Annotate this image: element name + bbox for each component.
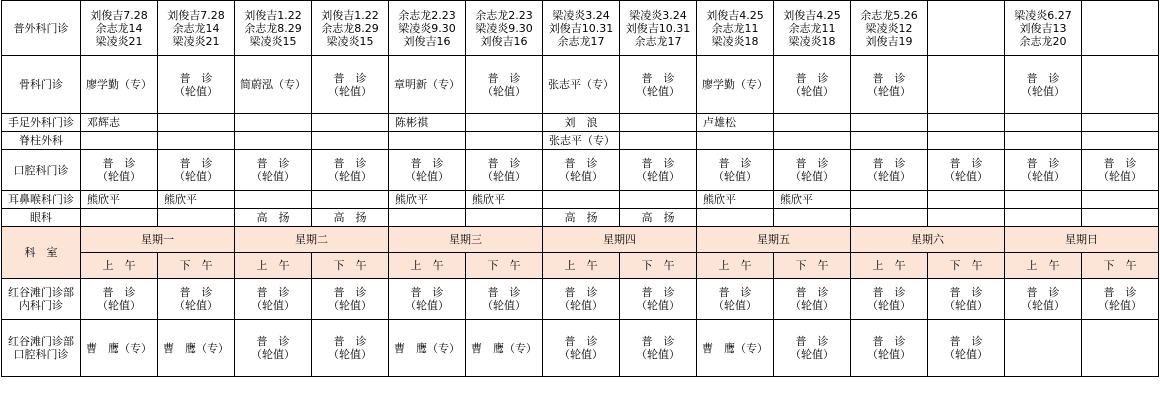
schedule-cell: 普 诊 （轮值）	[312, 320, 389, 377]
schedule-cell	[158, 132, 235, 150]
schedule-cell	[620, 132, 697, 150]
clinic-schedule-table	[1, 0, 1159, 377]
schedule-cell: 刘俊吉7.28 余志龙14 梁凌炎21	[81, 1, 158, 56]
afternoon-header: 下 午	[466, 253, 543, 279]
schedule-cell: 普 诊 （轮值）	[158, 279, 235, 320]
schedule-cell: 普 诊 （轮值）	[851, 56, 928, 114]
header-rows	[2, 227, 1159, 279]
dept-label: 眼科	[2, 209, 81, 227]
schedule-cell: 普 诊 （轮值）	[928, 150, 1005, 191]
schedule-cell: 刘俊吉1.22 余志龙8.29 梁凌炎15	[235, 1, 312, 56]
schedule-cell: 张志平（专）	[543, 132, 620, 150]
row-neike	[2, 279, 1159, 320]
schedule-cell: 普 诊 （轮值）	[235, 279, 312, 320]
schedule-cell	[928, 56, 1005, 114]
schedule-cell: 刘俊吉7.28 余志龙14 梁凌炎21	[158, 1, 235, 56]
schedule-cell	[1082, 209, 1159, 227]
schedule-cell: 普 诊 （轮值）	[81, 279, 158, 320]
schedule-cell: 高 扬	[312, 209, 389, 227]
schedule-cell: 普 诊 （轮值）	[774, 150, 851, 191]
row-guke	[2, 56, 1159, 114]
schedule-cell: 刘俊吉4.25 余志龙11 梁凌炎18	[697, 1, 774, 56]
schedule-cell: 普 诊 （轮值）	[158, 56, 235, 114]
day-header: 星期五	[697, 227, 851, 253]
schedule-cell: 普 诊 （轮值）	[1005, 56, 1082, 114]
morning-header: 上 午	[81, 253, 158, 279]
afternoon-header: 下 午	[928, 253, 1005, 279]
room-header: 科 室	[2, 227, 81, 279]
schedule-cell	[81, 132, 158, 150]
schedule-cell: 张志平（专）	[543, 56, 620, 114]
day-header: 星期六	[851, 227, 1005, 253]
schedule-cell	[235, 191, 312, 209]
schedule-cell	[851, 132, 928, 150]
schedule-cell	[1005, 132, 1082, 150]
schedule-cell: 普 诊 （轮值）	[928, 320, 1005, 377]
dept-label: 手足外科门诊	[2, 114, 81, 132]
schedule-cell	[1082, 56, 1159, 114]
schedule-cell	[1082, 1, 1159, 56]
row-yanke	[2, 209, 1159, 227]
header-days-row	[2, 227, 1159, 253]
schedule-cell: 陈彬祺	[389, 114, 466, 132]
schedule-cell: 刘 浪	[543, 114, 620, 132]
schedule-cell: 普 诊 （轮值）	[312, 150, 389, 191]
schedule-cell: 普 诊 （轮值）	[1005, 279, 1082, 320]
schedule-cell	[312, 191, 389, 209]
schedule-cell	[928, 191, 1005, 209]
schedule-cell: 普 诊 （轮值）	[81, 150, 158, 191]
morning-header: 上 午	[389, 253, 466, 279]
dept-label: 红谷滩门诊部 口腔科门诊	[2, 320, 81, 377]
schedule-cell: 余志龙2.23 梁凌炎9.30 刘俊吉16	[466, 1, 543, 56]
header-ampm-row	[2, 253, 1159, 279]
schedule-cell	[81, 209, 158, 227]
schedule-cell: 普 诊 （轮值）	[312, 279, 389, 320]
schedule-cell: 高 扬	[235, 209, 312, 227]
schedule-cell	[158, 209, 235, 227]
afternoon-header: 下 午	[620, 253, 697, 279]
schedule-cell: 普 诊 （轮值）	[697, 150, 774, 191]
schedule-cell: 普 诊 （轮值）	[697, 279, 774, 320]
schedule-cell: 廖学勤（专）	[81, 56, 158, 114]
schedule-cell: 普 诊 （轮值）	[774, 320, 851, 377]
day-header: 星期一	[81, 227, 235, 253]
schedule-cell	[1005, 114, 1082, 132]
row-shouzu	[2, 114, 1159, 132]
schedule-cell	[158, 114, 235, 132]
schedule-cell: 高 扬	[543, 209, 620, 227]
schedule-cell	[851, 209, 928, 227]
schedule-cell	[389, 209, 466, 227]
schedule-cell: 曹 鹰（专）	[158, 320, 235, 377]
upper-rows	[2, 1, 1159, 227]
schedule-cell	[466, 132, 543, 150]
schedule-cell	[312, 114, 389, 132]
schedule-cell: 简蔚泓（专）	[235, 56, 312, 114]
schedule-cell	[851, 114, 928, 132]
schedule-cell: 熊欣平	[697, 191, 774, 209]
schedule-cell: 普 诊 （轮值）	[466, 150, 543, 191]
schedule-cell	[1005, 209, 1082, 227]
schedule-cell	[235, 114, 312, 132]
schedule-cell: 曹 鹰（专）	[81, 320, 158, 377]
schedule-cell: 卢雄松	[697, 114, 774, 132]
schedule-cell: 普 诊 （轮值）	[620, 150, 697, 191]
schedule-cell: 普 诊 （轮值）	[620, 320, 697, 377]
schedule-cell: 普 诊 （轮值）	[543, 279, 620, 320]
schedule-cell: 普 诊 （轮值）	[1082, 150, 1159, 191]
schedule-cell: 熊欣平	[81, 191, 158, 209]
row-kouqiang	[2, 150, 1159, 191]
dept-label: 脊柱外科	[2, 132, 81, 150]
schedule-cell: 刘俊吉1.22 余志龙8.29 梁凌炎15	[312, 1, 389, 56]
schedule-cell	[697, 132, 774, 150]
schedule-cell	[928, 1, 1005, 56]
schedule-cell: 梁凌炎3.24 刘俊吉10.31 余志龙17	[620, 1, 697, 56]
schedule-cell	[389, 132, 466, 150]
schedule-cell	[312, 132, 389, 150]
schedule-cell	[620, 114, 697, 132]
schedule-cell: 普 诊 （轮值）	[1005, 150, 1082, 191]
schedule-cell: 普 诊 （轮值）	[543, 320, 620, 377]
schedule-cell: 普 诊 （轮值）	[466, 279, 543, 320]
schedule-cell	[466, 114, 543, 132]
schedule-cell: 普 诊 （轮值）	[851, 150, 928, 191]
schedule-cell	[1005, 191, 1082, 209]
schedule-cell: 廖学勤（专）	[697, 56, 774, 114]
afternoon-header: 下 午	[158, 253, 235, 279]
afternoon-header: 下 午	[774, 253, 851, 279]
schedule-cell: 刘俊吉4.25 余志龙11 梁凌炎18	[774, 1, 851, 56]
schedule-cell: 熊欣平	[774, 191, 851, 209]
schedule-cell	[928, 114, 1005, 132]
lower-rows	[2, 279, 1159, 377]
dept-label: 骨科门诊	[2, 56, 81, 114]
afternoon-header: 下 午	[312, 253, 389, 279]
row-puwaike	[2, 1, 1159, 56]
schedule-cell: 普 诊 （轮值）	[235, 150, 312, 191]
row-erbihou	[2, 191, 1159, 209]
dept-label: 口腔科门诊	[2, 150, 81, 191]
schedule-cell: 梁凌炎6.27 刘俊吉13 余志龙20	[1005, 1, 1082, 56]
schedule-cell: 普 诊 （轮值）	[774, 279, 851, 320]
morning-header: 上 午	[697, 253, 774, 279]
schedule-cell: 章明新（专）	[389, 56, 466, 114]
schedule-cell: 普 诊 （轮值）	[1082, 279, 1159, 320]
morning-header: 上 午	[235, 253, 312, 279]
schedule-cell	[235, 132, 312, 150]
schedule-cell: 余志龙2.23 梁凌炎9.30 刘俊吉16	[389, 1, 466, 56]
row-kouqiang2	[2, 320, 1159, 377]
schedule-cell: 普 诊 （轮值）	[235, 320, 312, 377]
schedule-cell	[1082, 114, 1159, 132]
day-header: 星期四	[543, 227, 697, 253]
dept-label: 普外科门诊	[2, 1, 81, 56]
schedule-cell: 余志龙5.26 梁凌炎12 刘俊吉19	[851, 1, 928, 56]
dept-label: 耳鼻喉科门诊	[2, 191, 81, 209]
schedule-cell: 普 诊 （轮值）	[620, 279, 697, 320]
schedule-cell: 曹 鹰（专）	[697, 320, 774, 377]
schedule-cell	[928, 132, 1005, 150]
schedule-cell: 普 诊 （轮值）	[389, 279, 466, 320]
schedule-cell: 普 诊 （轮值）	[389, 150, 466, 191]
schedule-cell: 邓辉志	[81, 114, 158, 132]
schedule-cell: 曹 鹰（专）	[466, 320, 543, 377]
afternoon-header: 下 午	[1082, 253, 1159, 279]
schedule-cell	[774, 209, 851, 227]
schedule-cell: 梁凌炎3.24 刘俊吉10.31 余志龙17	[543, 1, 620, 56]
schedule-cell: 熊欣平	[466, 191, 543, 209]
schedule-cell	[774, 114, 851, 132]
schedule-cell: 高 扬	[620, 209, 697, 227]
schedule-cell: 普 诊 （轮值）	[312, 56, 389, 114]
schedule-cell	[620, 191, 697, 209]
schedule-cell	[543, 191, 620, 209]
schedule-cell: 普 诊 （轮值）	[543, 150, 620, 191]
schedule-cell: 普 诊 （轮值）	[158, 150, 235, 191]
schedule-cell: 普 诊 （轮值）	[774, 56, 851, 114]
schedule-cell	[851, 191, 928, 209]
schedule-cell	[1005, 320, 1082, 377]
schedule-cell	[697, 209, 774, 227]
schedule-cell: 熊欣平	[158, 191, 235, 209]
morning-header: 上 午	[851, 253, 928, 279]
schedule-cell: 熊欣平	[389, 191, 466, 209]
schedule-cell	[928, 209, 1005, 227]
schedule-cell: 普 诊 （轮值）	[466, 56, 543, 114]
day-header: 星期二	[235, 227, 389, 253]
schedule-cell: 普 诊 （轮值）	[620, 56, 697, 114]
morning-header: 上 午	[1005, 253, 1082, 279]
schedule-cell	[774, 132, 851, 150]
schedule-cell: 普 诊 （轮值）	[851, 279, 928, 320]
schedule-cell	[1082, 320, 1159, 377]
morning-header: 上 午	[543, 253, 620, 279]
day-header: 星期三	[389, 227, 543, 253]
schedule-cell	[1082, 191, 1159, 209]
schedule-cell	[466, 209, 543, 227]
schedule-cell: 普 诊 （轮值）	[928, 279, 1005, 320]
schedule-cell	[1082, 132, 1159, 150]
dept-label: 红谷滩门诊部 内科门诊	[2, 279, 81, 320]
schedule-cell: 普 诊 （轮值）	[851, 320, 928, 377]
schedule-cell: 曹 鹰（专）	[389, 320, 466, 377]
day-header: 星期日	[1005, 227, 1159, 253]
row-jizhu	[2, 132, 1159, 150]
